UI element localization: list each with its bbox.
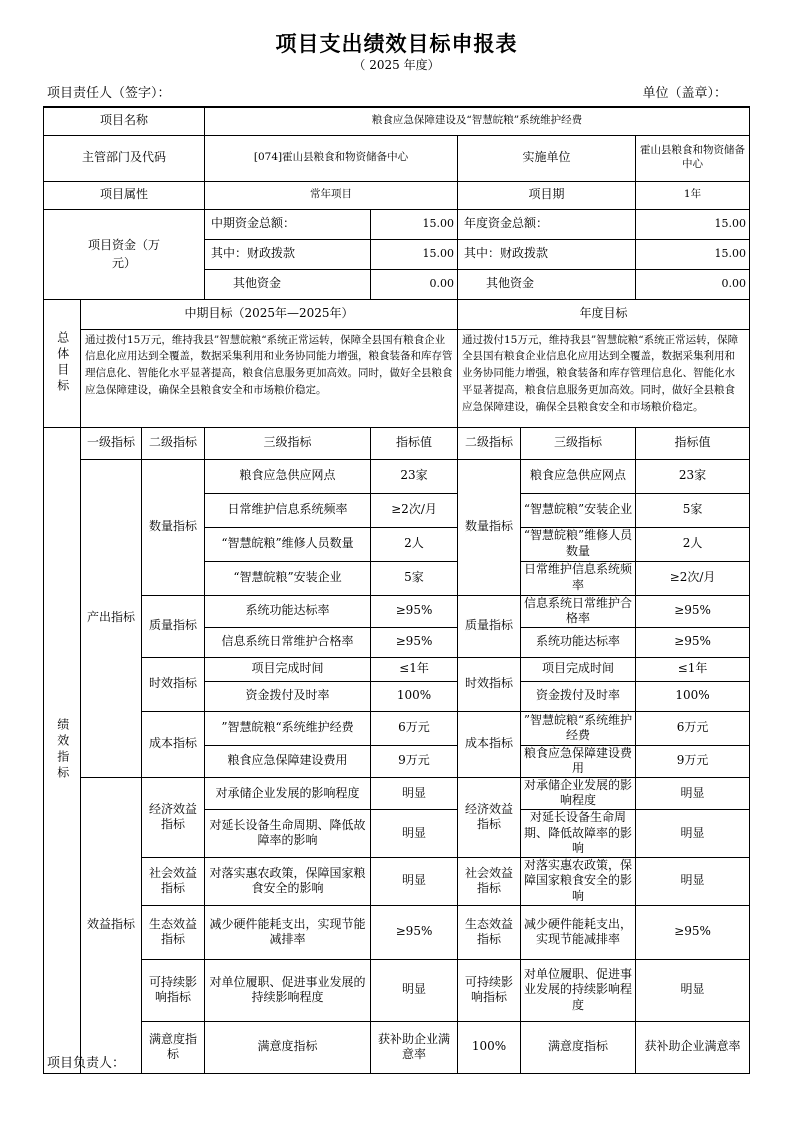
project-funds-label: 项目资金（万元） <box>44 209 205 299</box>
output-indicators-label: 产出指标 <box>81 459 142 777</box>
value-left: 2人 <box>371 527 458 561</box>
indicator-right: 对承储企业发展的影响程度 <box>521 777 636 809</box>
value-left: 23家 <box>371 459 458 493</box>
timeliness-indicators-label-right: 时效指标 <box>458 657 521 711</box>
implementing-unit-value: 霍山县粮食和物资储备中心 <box>636 135 750 181</box>
indicator-right: 资金拨付及时率 <box>521 681 636 711</box>
value-left: 明显 <box>371 959 458 1021</box>
value-right: 23家 <box>636 459 750 493</box>
table-row <box>44 595 750 627</box>
value-right: 5家 <box>636 493 750 527</box>
col-value-header: 指标值 <box>371 427 458 459</box>
value-left: ≥2次/月 <box>371 493 458 527</box>
indicator-right: “智慧皖粮”安装企业 <box>521 493 636 527</box>
table-row <box>44 459 750 493</box>
value-left: ≥95% <box>371 905 458 959</box>
benefit-indicators-label: 效益指标 <box>81 777 142 1073</box>
performance-table <box>43 106 750 1074</box>
col-level2-header: 二级指标 <box>142 427 205 459</box>
satisfaction-sub-label-right: 满意度指标 <box>521 1021 636 1073</box>
row-funds-total <box>44 209 750 239</box>
indicator-left: “智慧皖粮”安装企业 <box>205 561 371 595</box>
value-right: ≥95% <box>636 905 750 959</box>
value-left: 明显 <box>371 810 458 858</box>
responsible-signature-label: 项目责任人（签字）： <box>47 86 171 101</box>
indicator-left: 信息系统日常维护合格率 <box>205 627 371 657</box>
economic-benefit-label: 经济效益指标 <box>142 777 205 857</box>
indicator-right: ”智慧皖粮“系统维护经费 <box>521 711 636 745</box>
page-subtitle: （ 2025 年度） <box>353 58 440 72</box>
indicator-left: 系统功能达标率 <box>205 595 371 627</box>
unit-seal-label: 单位（盖章）： <box>642 86 727 101</box>
indicator-right: 项目完成时间 <box>521 657 636 681</box>
cost-indicators-label-right: 成本指标 <box>458 711 521 777</box>
value-left: 9万元 <box>371 745 458 777</box>
overall-goals-label: 总体目标 <box>44 299 81 427</box>
performance-indicators-label: 绩效指标 <box>44 427 81 1073</box>
year-total-label: 年度资金总额： <box>458 209 636 239</box>
indicator-right: 粮食应急供应网点 <box>521 459 636 493</box>
row-perf-header <box>44 427 750 459</box>
indicator-left: 减少硬件能耗支出，实现节能减排率 <box>205 905 371 959</box>
value-right: 明显 <box>636 959 750 1021</box>
indicator-left: ”智慧皖粮“系统维护经费 <box>205 711 371 745</box>
year-fiscal-label: 其中：财政拨款 <box>458 239 636 269</box>
row-project-name <box>44 107 750 135</box>
value-right: ≥2次/月 <box>636 561 750 595</box>
sustainability-label-right: 可持续影响指标 <box>458 959 521 1021</box>
value-left: 明显 <box>371 857 458 905</box>
ecological-benefit-label-right: 生态效益指标 <box>458 905 521 959</box>
table-row <box>44 777 750 809</box>
economic-benefit-label-right: 经济效益指标 <box>458 777 521 857</box>
table-row <box>44 959 750 1021</box>
mid-fiscal-value: 15.00 <box>371 239 458 269</box>
project-attribute-value: 常年项目 <box>205 181 458 209</box>
quality-indicators-label: 质量指标 <box>142 595 205 657</box>
department-value: [074]霍山县粮食和物资储备中心 <box>205 135 458 181</box>
mid-term-goal-text: 通过拨付15万元，维持我县”智慧皖粮“系统正常运转，保障全县国有粮食企业信息化应用达到全覆盖，数据采集利用和业务协同能力增强，粮食装备和库存管理信息化、智能化水平显著提高，粮食信息服务更加高效。同时，做好全县粮食应急保障建设，确保全县粮食安全和市场粮价稳定。 <box>81 329 458 427</box>
year-other-label: 其他资金 <box>458 269 636 299</box>
quantity-indicators-label: 数量指标 <box>142 459 205 595</box>
satisfaction-indicators-label: 满意度指标 <box>142 1021 205 1073</box>
value-right: 明显 <box>636 777 750 809</box>
cost-indicators-label: 成本指标 <box>142 711 205 777</box>
indicator-left: 对承储企业发展的影响程度 <box>205 777 371 809</box>
year-fiscal-value: 15.00 <box>636 239 750 269</box>
project-period-value: 1年 <box>636 181 750 209</box>
timeliness-indicators-label: 时效指标 <box>142 657 205 711</box>
social-benefit-label-right: 社会效益指标 <box>458 857 521 905</box>
col-level2-header-right: 二级指标 <box>458 427 521 459</box>
table-row <box>44 657 750 681</box>
ecological-benefit-label: 生态效益指标 <box>142 905 205 959</box>
project-leader-label: 项目负责人： <box>47 1056 126 1071</box>
value-left: ≥95% <box>371 627 458 657</box>
row-goals-text <box>44 329 750 427</box>
indicator-right: 对单位履职、促进事业发展的持续影响程度 <box>521 959 636 1021</box>
page-title: 项目支出绩效目标申报表 <box>275 31 518 56</box>
implementing-unit-label: 实施单位 <box>458 135 636 181</box>
value-left: 明显 <box>371 777 458 809</box>
year-other-value: 0.00 <box>636 269 750 299</box>
indicator-right: 日常维护信息系统频率 <box>521 561 636 595</box>
indicator-left: “智慧皖粮”维修人员数量 <box>205 527 371 561</box>
mid-term-goal-label: 中期目标（2025年—2025年） <box>81 299 458 329</box>
value-right: ≤1年 <box>636 657 750 681</box>
indicator-left: 获补助企业满意率 <box>371 1021 458 1073</box>
value-left: 100% <box>371 681 458 711</box>
col-value-header-right: 指标值 <box>636 427 750 459</box>
col-level3-header-right: 三级指标 <box>521 427 636 459</box>
value-right: 明显 <box>636 810 750 858</box>
indicator-right: 系统功能达标率 <box>521 627 636 657</box>
year-total-value: 15.00 <box>636 209 750 239</box>
indicator-right: 粮食应急保障建设费用 <box>521 745 636 777</box>
col-level3-header: 三级指标 <box>205 427 371 459</box>
indicator-right: “智慧皖粮”维修人员数量 <box>521 527 636 561</box>
project-attribute-label: 项目属性 <box>44 181 205 209</box>
table-row <box>44 857 750 905</box>
project-period-label: 项目期 <box>458 181 636 209</box>
row-attribute <box>44 181 750 209</box>
table-row <box>44 905 750 959</box>
mid-other-value: 0.00 <box>371 269 458 299</box>
value-left: 5家 <box>371 561 458 595</box>
indicator-right: 获补助企业满意率 <box>636 1021 750 1073</box>
quality-indicators-label-right: 质量指标 <box>458 595 521 657</box>
mid-total-label: 中期资金总额： <box>205 209 371 239</box>
value-right: 2人 <box>636 527 750 561</box>
annual-goal-text: 通过拨付15万元，维持我县”智慧皖粮“系统正常运转，保障全县国有粮食企业信息化应用达到全覆盖，数据采集利用和业务协同能力增强，粮食装备和库存管理信息化、智能化水平显著提高，粮食信息服务更加高效。同时，做好全县粮食应急保障建设，确保全县粮食安全和市场粮价稳定。 <box>458 329 750 427</box>
quantity-indicators-label-right: 数量指标 <box>458 459 521 595</box>
annual-goal-label: 年度目标 <box>458 299 750 329</box>
project-name-label: 项目名称 <box>44 107 205 135</box>
indicator-left: 对落实惠农政策，保障国家粮食安全的影响 <box>205 857 371 905</box>
value-left: 6万元 <box>371 711 458 745</box>
satisfaction-sub-label: 满意度指标 <box>205 1021 371 1073</box>
indicator-left: 粮食应急供应网点 <box>205 459 371 493</box>
value-right: 9万元 <box>636 745 750 777</box>
row-department <box>44 135 750 181</box>
row-goals-header <box>44 299 750 329</box>
social-benefit-label: 社会效益指标 <box>142 857 205 905</box>
mid-other-label: 其他资金 <box>205 269 371 299</box>
value-right: ≥95% <box>636 595 750 627</box>
mid-total-value: 15.00 <box>371 209 458 239</box>
value-right: 6万元 <box>636 711 750 745</box>
sustainability-label: 可持续影响指标 <box>142 959 205 1021</box>
indicator-left: 项目完成时间 <box>205 657 371 681</box>
value-right: 100% <box>636 681 750 711</box>
indicator-left: 资金拨付及时率 <box>205 681 371 711</box>
indicator-left: 对延长设备生命周期、降低故障率的影响 <box>205 810 371 858</box>
value-left: ≤1年 <box>371 657 458 681</box>
indicator-left: 粮食应急保障建设费用 <box>205 745 371 777</box>
indicator-right: 信息系统日常维护合格率 <box>521 595 636 627</box>
indicator-right: 对落实惠农政策，保障国家粮食安全的影响 <box>521 857 636 905</box>
mid-fiscal-label: 其中：财政拨款 <box>205 239 371 269</box>
department-label: 主管部门及代码 <box>44 135 205 181</box>
project-name-value: 粮食应急保障建设及“智慧皖粮”系统维护经费 <box>205 107 750 135</box>
value-left: 100% <box>458 1021 521 1073</box>
value-right: 明显 <box>636 857 750 905</box>
value-left: ≥95% <box>371 595 458 627</box>
col-level1-header: 一级指标 <box>81 427 142 459</box>
indicator-right: 对延长设备生命周期、降低故障率的影响 <box>521 810 636 858</box>
table-row <box>44 1021 750 1073</box>
value-right: ≥95% <box>636 627 750 657</box>
indicator-left: 对单位履职、促进事业发展的持续影响程度 <box>205 959 371 1021</box>
table-row <box>44 711 750 745</box>
indicator-left: 日常维护信息系统频率 <box>205 493 371 527</box>
indicator-right: 减少硬件能耗支出，实现节能减排率 <box>521 905 636 959</box>
